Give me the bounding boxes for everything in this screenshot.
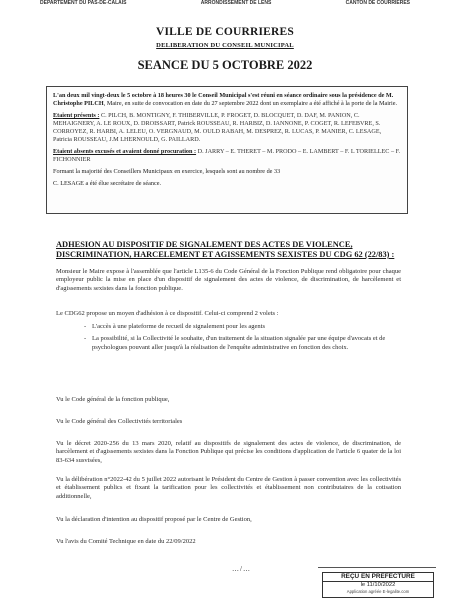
stamp-title: REÇU EN PREFECTURE [323,573,433,582]
visa-comite-technique: Vu l'avis du Comité Technique en date du 22/09/2022 [56,538,196,545]
visa-declaration: Vu la déclaration d'intention au dispositif proposé par le Centre de Gestion, [56,516,252,523]
bullet-item-treatment: - La possibilité, si la Collectivité le souhaite, d'un traitement de la situation signalée par une équipe d'avocats et de psychologues pouvant aller jusqu'à la réalisation de l'enquête administrative en fonction des choix. [84,335,402,352]
secretary-statement: C. LESAGE a été élue secrétaire de séance. [53,180,162,187]
session-date-title: SEANCE DU 5 OCTOBRE 2022 [137,58,313,72]
present-names: C. PILCH, B. MONTIGNY, F. THIBERVILLE, P. FROGET, D. BLOCQUET, D. DAF, M. PANION, C. MEHAIGNERY, A. LE ROUX, D. DROISSART, Patrick ROUSSEAU, R. HARBIZ, D. IANNONE, P. COGET, R. LEFEBVRE, S. CORROYEZ, R. HARBI, A. LELEU, O. VERGNAUD, M. OULD RABAH, M. DESPREZ, R. LUCAS, P. MANIER, C. LESAGE, Patricia ROUSSEAU, J.M LHERNOULD, G. PAILLARD. [53,112,382,143]
visa-code-collectivites: Vu le Code général des Collectivités territoriales [56,418,183,425]
absent-members [53,148,401,164]
majority-statement: Formant la majorité des Conseillers Municipaux en exercice, lesquels sont au nombre de 33 [53,168,281,175]
visa-deliberation: Vu la délibération n°2022-42 du 5 juillet 2022 autorisant le Président du Centre de Gestion à passer convention avec les collectivités et établissement publics et fixant la tarification pour les collectivités et établissement non contributaires de la cotisation additionnelle, [56,476,401,500]
stamp-application: Application agréée E-legalite.com [346,589,410,594]
visa-decret: Vu le décret 2020-256 du 13 mars 2020, relatif au dispositifs de signalement des actes de violence, de discrimination, de harcèlement et d'agissements sexistes dans la Fonction Publique qui précise les conditions d'application de l'article 6 quater de la loi 83-634 susvisées, [56,440,401,464]
body-paragraph-1: Monsieur le Maire expose à l'assemblée que l'article L135-6 du Code Général de la Fonction Publique rend obligatoire pour chaque employeur public la mise en place d'un dispositif de signalement des actes de violence, de discrimination, de harcèlement et d'agissements sexistes dans la fonction publique. [56,268,401,292]
continuation-mark: …/… [232,565,251,573]
present-members [53,112,401,144]
session-info-box [46,86,408,214]
absent-label: Etaient absents excusés et avaient donné procuration : [53,148,197,155]
session-intro [53,92,401,108]
bullet-list [84,323,402,356]
absent-names: D. JARRY – E. THERET – M. PRODO – E. LAMBERT – F. L TORIELLEC – F. FICHONNIER [53,148,401,163]
visa-code-general: Vu le Code général de la fonction publique, [56,396,170,403]
header-department: DEPARTEMENT DU PAS-DE-CALAIS [40,0,127,6]
body-paragraph-2: Le CDG62 propose un moyen d'adhésion à ce dispositif. Celui-ci comprend 2 volets : [56,310,279,317]
mayor-name: M. Christophe PILCH [53,92,394,107]
intro-text-2: , Maire, en suite de convocation en date du 27 septembre 2022 dont un exemplaire a été affiché à la porte de la Mairie. [103,100,398,107]
stamp-date: le 11/10/2022 [360,582,396,588]
intro-text-1: L'an deux mil vingt-deux le 5 octobre à 18 heures 30 le Conseil Municipal s'est réuni en séance ordinaire sous la présidence de [53,92,386,99]
header-arrondissement: ARRONDISSEMENT DE LENS [200,0,272,6]
deliberation-subject: ADHESION AU DISPOSITIF DE SIGNALEMENT DES ACTES DE VIOLENCE, DISCRIMINATION, HARCELEMENT ET AGISSEMENTS SEXISTES DU CDG 62 (22/83) : [56,240,395,259]
commune-title: VILLE DE COURRIERES [156,26,294,38]
stamp-divider [318,567,436,568]
department-header [0,0,450,6]
bullet-item-platform: - L'accès à une plateforme de recueil de signalement pour les agents [84,323,402,331]
deliberation-heading: DELIBERATION DU CONSEIL MUNICIPAL [156,42,294,49]
prefecture-receipt-stamp [322,572,434,598]
header-canton: CANTON DE COURRIERES [345,0,410,6]
present-label: Etaient présents : [53,112,100,119]
